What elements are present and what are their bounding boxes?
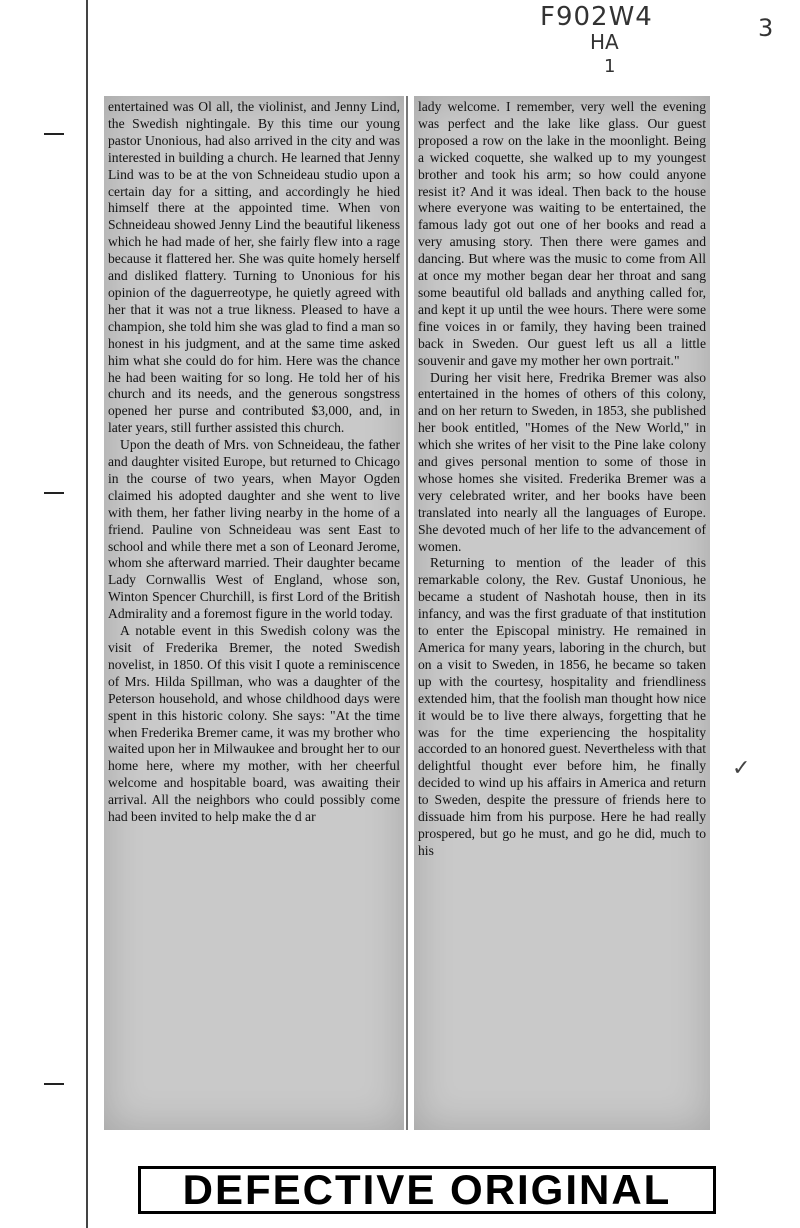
- margin-line: [86, 0, 88, 1228]
- paragraph: Returning to mention of the leader of this remarkable colony, the Rev. Gustaf Unonious, he became a student of Nashotah house, then in its infancy, and was the first graduate of that institution to enter the Episcopal ministry. He remained in America for many years, laboring in the church, but on a visit to Sweden, in 1856, he became so taken up with the courtesy, hospitality and friendliness extended him, that the foolish man thought how nice it would be to live there always, forgetting that he was for the time experiencing the hospitality accorded to an honored guest. Nevertheless with that delightful thought ever before him, he finally decided to wind up his affairs in America and return to Sweden, despite the pressure of friends here to dissuade him from his purpose. Here he had really prospered, but go he must, and go he did, much to his: [418, 555, 706, 858]
- handwritten-code: F902W4: [540, 2, 653, 32]
- paragraph: A notable event in this Swedish colony was the visit of Frederika Bremer, the noted Swedish novelist, in 1850. Of this visit I quote a reminiscence of Mrs. Hilda Spillman, who was a daughter of the Peterson household, and whose childhood days were spent in this historic colony. She says: "At the time when Frederika Bremer came, it was my brother who waited upon her in Milwaukee and brought her to our home here, where my mother, with her cheerful welcome and hospitable board, was awaiting their arrival. All the neighbors who could possibly come had been invited to help make the d ar: [108, 623, 400, 825]
- paragraph: entertained was Ol all, the violinist, and Jenny Lind, the Swedish nightingale. By this time our young pastor Unonious, had also arrived in the city and was interested in building a church. He learned that Jenny Lind was to be at the von Schneideau studio upon a certain day for a sitting, and accordingly he hied himself there at the appointed time. When von Schneideau showed Jenny Lind the beautiful likeness which he had made of her, she fairly flew into a rage because it flattered her. She was quite homely herself and disliked flattery. Turning to Unonious for his opinion of the daguerreotype, he quietly agreed with her that it was not a true likness. Pleased to have a champion, she told him she was glad to find a man so honest in his judgment, and at the same time asked him what she could do for him. Here was the chance he had been waiting for so long. He told her of his church and its needs, and the generous songstress opened her purse and contributed $3,000, and, in later years, still further assisted this church.: [108, 99, 400, 436]
- margin-tick: [44, 133, 64, 135]
- page-number: 3: [758, 14, 774, 42]
- clipping-right-column: [414, 96, 710, 1130]
- column-divider: [406, 96, 408, 1130]
- clipping-left-column: [104, 96, 404, 1130]
- paragraph: Upon the death of Mrs. von Schneideau, the father and daughter visited Europe, but returned to Chicago in the course of two years, when Mayor Ogden claimed his adopted daughter and she went to live with them, her father living nearby in the home of a friend. Pauline von Schneideau was sent East to school and while there met a son of Leonard Jerome, whom she afterward married. Their daughter became Lady Cornwallis West of England, whose son, Winton Spencer Churchill, is first Lord of the British Admirality and a foremost figure in the world today.: [108, 437, 400, 622]
- paragraph: lady welcome. I remember, very well the evening was perfect and the lake like glass. Our guest proposed a row on the lake in the moonlight. Being a wicked coquette, she walked up to my youngest brother and took his arm; so how could anyone resist it? And it was ideal. Then back to the house where everyone was waiting to be entertained, the famous lady got out one of her books and read a very amusing story. Then there were games and dancing. But where was the music to come from All at once my mother began dear her throat and sang some beautiful old ballads and anything called for, and kept it up until the wee hours. There were some fine voices in or family, they having been trained back in Sweden. Our guest left us all a little souvenir and gave my mother her own portrait.": [418, 99, 706, 368]
- handwritten-number: 1: [604, 56, 616, 77]
- left-column-text: [104, 96, 404, 826]
- paragraph: During her visit here, Fredrika Bremer was also entertained in the homes of others of this colony, and on her return to Sweden, in 1853, she published her book entitled, "Homes of the New World," in which she writes of her visit to the Pine lake colony and gives personal mention to some of those in whose homes she visited. Frederika Bremer was a very celebrated writer, and her books have been translated into nearly all the languages of Europe. She devoted much of her life to the advancement of women.: [418, 369, 706, 554]
- margin-tick: [44, 1083, 64, 1085]
- margin-tick: [44, 492, 64, 494]
- right-column-text: [414, 96, 710, 860]
- stamp-text: DEFECTIVE ORIGINAL: [182, 1166, 672, 1213]
- handwritten-sub: HA: [590, 30, 619, 54]
- check-mark: ✓: [732, 756, 751, 781]
- defective-original-stamp: [138, 1166, 716, 1214]
